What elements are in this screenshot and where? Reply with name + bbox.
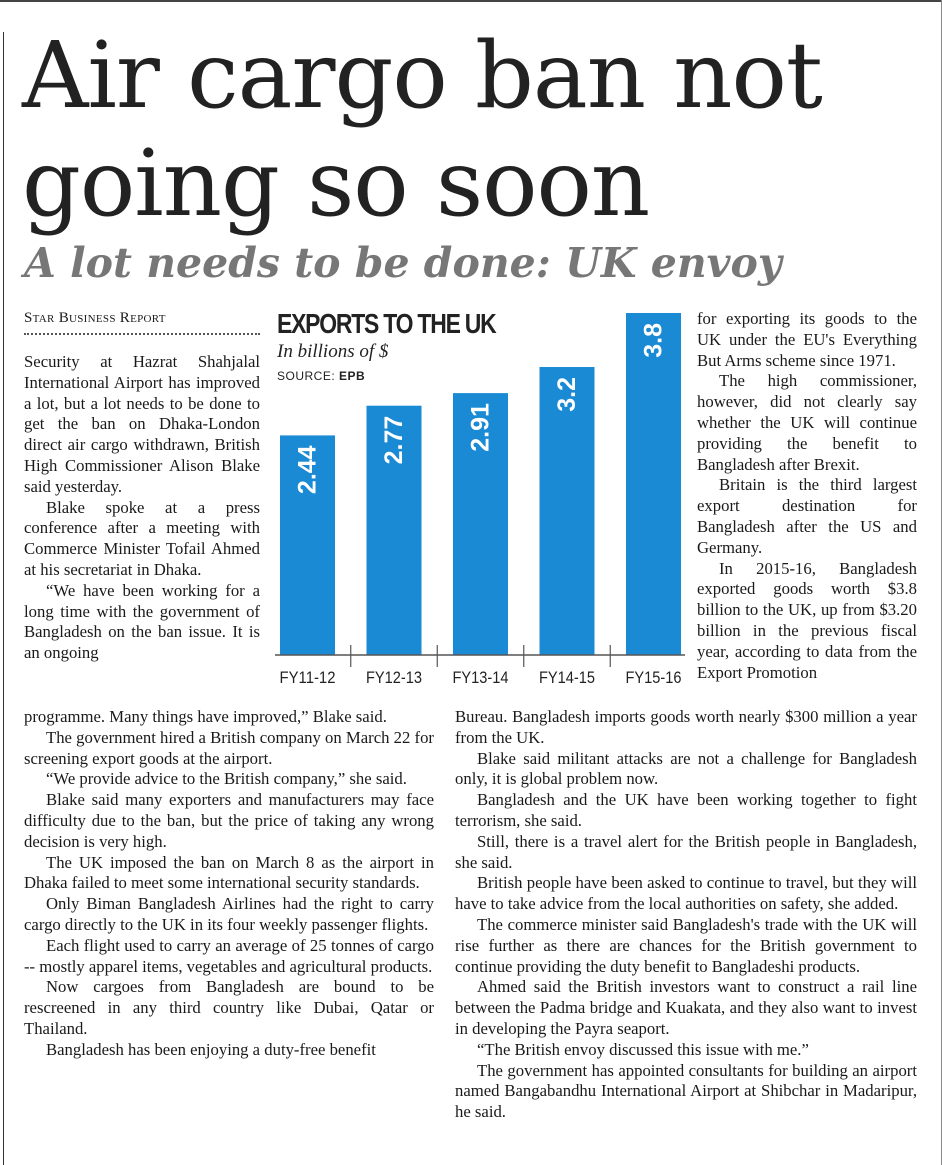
category-label: FY11-12	[279, 668, 336, 687]
paragraph: The UK imposed the ban on March 8 as the airport in Dhaka failed to meet some international security standards.	[24, 852, 434, 893]
paragraph: Bangladesh and the UK have been working together to fight terrorism, she said.	[455, 790, 917, 830]
paragraph: “We have been working for a long time with the government of Bangladesh on the ban issue. It is an ongoing	[24, 580, 260, 663]
paragraph: “The British envoy discussed this issue with me.”	[477, 1039, 809, 1059]
headline-line-2: going so soon	[22, 130, 650, 237]
chart-bars	[280, 313, 681, 655]
paragraph: The commerce minister said Bangladesh's trade with the UK will rise further as there are chances for the British government to continue providing the duty benefit to Bangladeshi products.	[455, 914, 917, 976]
chart-source-label: SOURCE:	[277, 369, 336, 383]
paragraph: Bureau. Bangladesh imports goods worth nearly $300 million a year from the UK.	[455, 707, 917, 747]
category-label: FY13-14	[452, 668, 509, 687]
paragraph: Still, there is a travel alert for the British people in Bangladesh, she said.	[455, 831, 917, 872]
paragraph: programme. Many things have improved,” Blake said.	[24, 707, 387, 726]
chart-subtitle: In billions of $	[277, 341, 389, 362]
paragraph: The high commissioner, however, did not clearly say whether the UK will continue providing the benefit to Bangladesh after Brexit.	[697, 371, 917, 474]
bar-value-label: 2.44	[293, 445, 322, 495]
paragraph: for exporting its goods to the UK under the EU's Everything But Arms scheme since 1971.	[697, 309, 917, 370]
headline-line-1: Air cargo ban not	[22, 22, 822, 129]
paragraph: Only Biman Bangladesh Airlines had the right to carry cargo directly to the UK in its four weekly passenger flights.	[24, 894, 434, 934]
left-rule	[3, 32, 4, 1165]
chart-source-name: EPB	[339, 369, 366, 383]
paragraph: British people have been asked to continue to travel, but they will have to take advice from the local authorities on safety, she added.	[455, 873, 917, 914]
headline	[22, 22, 822, 238]
bar-fy15-16	[626, 313, 681, 655]
bar-value-label: 3.8	[639, 323, 668, 358]
subheadline: A lot needs to be done: UK envoy	[24, 239, 782, 287]
paragraph: Blake said militant attacks are not a challenge for Bangladesh only, it is global problem now.	[455, 748, 917, 789]
column-right-top	[697, 309, 917, 683]
paragraph: Bangladesh has been enjoying a duty-free benefit	[46, 1039, 376, 1059]
paragraph: Britain is the third largest export destination for Bangladesh after the US and Germany.	[697, 475, 917, 557]
exports-bar-chart	[270, 300, 690, 700]
category-label: FY12-13	[366, 668, 422, 687]
bar-value-label: 2.77	[380, 415, 408, 465]
paragraph: Blake said many exporters and manufacturers may face difficulty due to the ban, but the price of taking any wrong decision is very high.	[24, 790, 434, 851]
chart-title: EXPORTS TO THE UK	[277, 308, 496, 339]
column-lower-right	[455, 707, 917, 1123]
paragraph: “We provide advice to the British company,” she said.	[46, 769, 407, 789]
paragraph: Now cargoes from Bangladesh are bound to be rescreened in any third country like Dubai, Qatar or Thailand.	[24, 977, 434, 1038]
paragraph: The government has appointed consultants for building an airport named Bangabandhu International Airport at Shibchar in Madaripur, he said.	[455, 1060, 917, 1122]
paragraph: Each flight used to carry an average of 25 tonnes of cargo -- mostly apparel items, vegetables and agricultural products.	[24, 935, 434, 976]
top-rule	[0, 0, 942, 2]
bar-value-label: 2.91	[466, 403, 495, 452]
bar-value-label: 3.2	[553, 377, 581, 412]
paragraph: Ahmed said the British investors want to construct a rail line between the Padma bridge and Kuakata, and they also want to invest in developing the Payra seaport.	[455, 977, 917, 1038]
byline: Star Business Report	[24, 310, 260, 335]
paragraph: Security at Hazrat Shahjalal International Airport has improved a lot, but a lot needs to be done to get the ban on Dhaka-London direct air cargo withdrawn, British High Commissioner Alison Blake said yesterday.	[24, 352, 260, 496]
paragraph: In 2015-16, Bangladesh exported goods worth $3.8 billion to the UK, up from $3.20 billion in the previous fiscal year, according to data from the Export Promotion	[697, 558, 917, 682]
paragraph: Blake spoke at a press conference after a meeting with Commerce Minister Tofail Ahmed at his secretariat in Dhaka.	[24, 497, 260, 579]
category-label: FY15-16	[625, 668, 682, 687]
category-label: FY14-15	[539, 668, 595, 687]
column-lower-left	[24, 707, 434, 1061]
paragraph: The government hired a British company on March 22 for screening export goods at the airport.	[24, 727, 434, 768]
column-left-top	[24, 352, 260, 664]
